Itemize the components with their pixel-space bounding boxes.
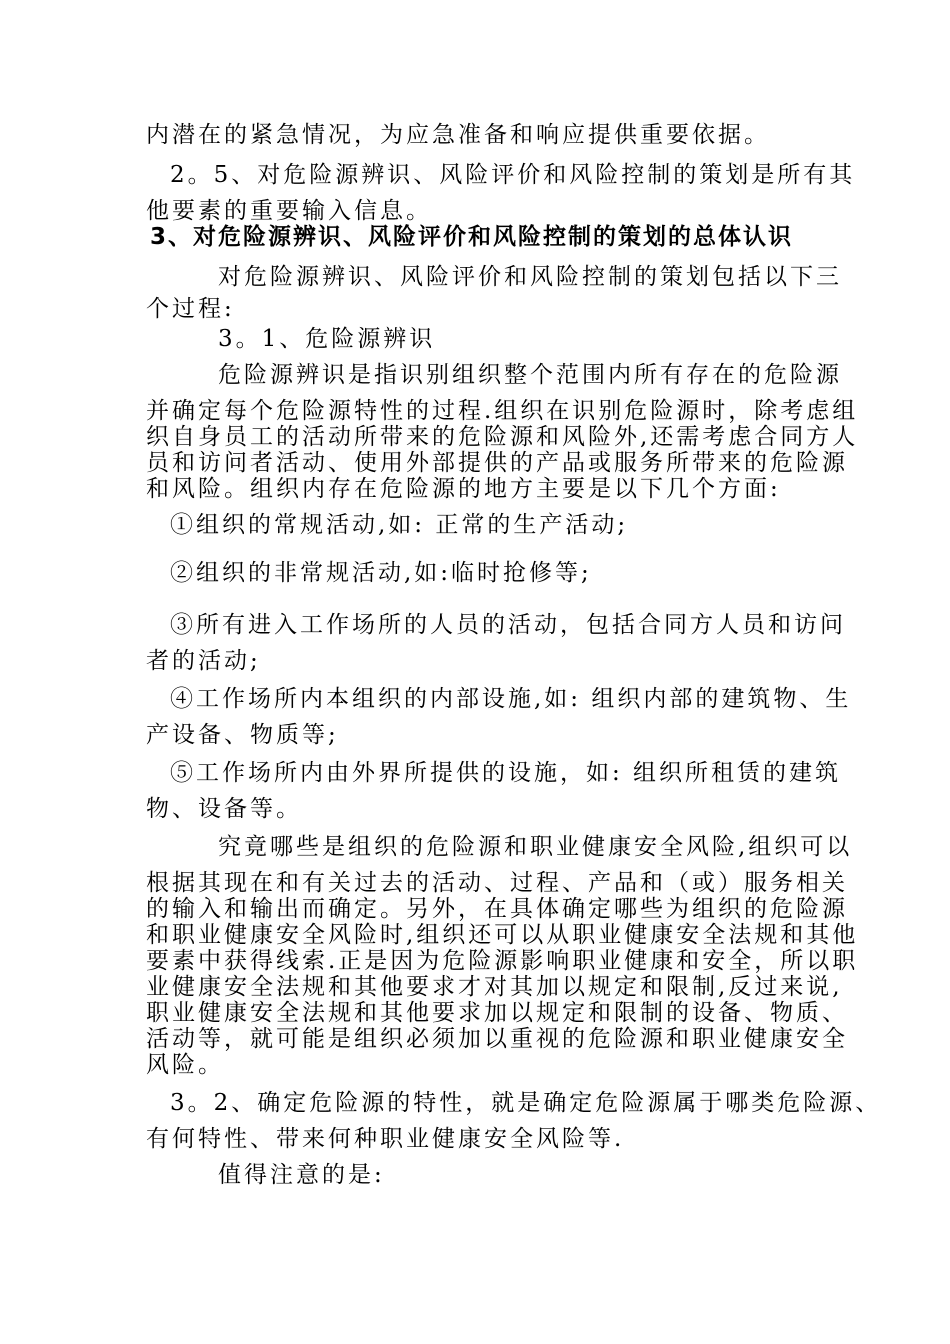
paragraph-line: 危险源辨识是指识别组织整个范围内所有存在的危险源 [218,362,842,388]
paragraph-line: 对危险源辨识、风险评价和风险控制的策划包括以下三 [218,264,842,290]
paragraph-line: 和风险。组织内存在危险源的地方主要是以下几个方面: [146,476,781,502]
list-item: ①组织的常规活动,如: 正常的生产活动; [170,512,629,538]
paragraph-line: 究竟哪些是组织的危险源和职业健康安全风险,组织可以 [218,834,853,860]
paragraph-line: 个过程: [146,296,235,322]
list-item-continuation: 物、设备等。 [146,796,302,822]
subsection-heading: 3。1、危险源辨识 [218,326,436,352]
paragraph-line: 职业健康安全法规和其他要求加以规定和限制的设备、物质、 [146,1000,848,1026]
paragraph-line: 3。2、确定危险源的特性，就是确定危险源属于哪类危险源、 [170,1090,882,1116]
paragraph-line: 织自身员工的活动所带来的危险源和风险外,还需考虑合同方人 [146,424,859,450]
paragraph-line: 值得注意的是: [218,1162,385,1188]
paragraph-line: 风险。 [146,1052,224,1078]
paragraph-line: 有何特性、带来何种职业健康安全风险等. [146,1126,625,1152]
paragraph-line: 要素中获得线索.正是因为危险源影响职业健康和安全，所以职 [146,948,859,974]
paragraph-line: 业健康安全法规和其他要求才对其加以规定和限制,反过来说, [146,974,843,1000]
paragraph-line: 并确定每个危险源特性的过程.组织在识别危险源时，除考虑组 [146,398,859,424]
list-item-continuation: 者的活动; [146,648,261,674]
paragraph-line: 和职业健康安全风险时,组织还可以从职业健康安全法规和其他 [146,922,859,948]
section-heading: 3、对危险源辨识、风险评价和风险控制的策划的总体认识 [150,224,794,250]
list-item: ②组织的非常规活动,如:临时抢修等; [170,560,592,586]
list-item: ④工作场所内本组织的内部设施,如: 组织内部的建筑物、生 [170,686,852,712]
paragraph-line: 内潜在的紧急情况，为应急准备和响应提供重要依据。 [146,122,770,148]
paragraph-line: 员和访问者活动、使用外部提供的产品或服务所带来的危险源 [146,450,848,476]
paragraph-line: 活动等，就可能是组织必须加以重视的危险源和职业健康安全 [146,1026,848,1052]
list-item-continuation: 产设备、物质等; [146,722,339,748]
list-item: ⑤工作场所内由外界所提供的设施，如: 组织所租赁的建筑 [170,760,842,786]
paragraph-line: 根据其现在和有关过去的活动、过程、产品和（或）服务相关 [146,870,848,896]
paragraph-line: 他要素的重要输入信息。 [146,198,432,224]
paragraph-line: 的输入和输出而确定。另外，在具体确定哪些为组织的危险源 [146,896,848,922]
list-item: ③所有进入工作场所的人员的活动，包括合同方人员和访问 [170,612,846,638]
paragraph-line: 2。5、对危险源辨识、风险评价和风险控制的策划是所有其 [170,162,856,188]
